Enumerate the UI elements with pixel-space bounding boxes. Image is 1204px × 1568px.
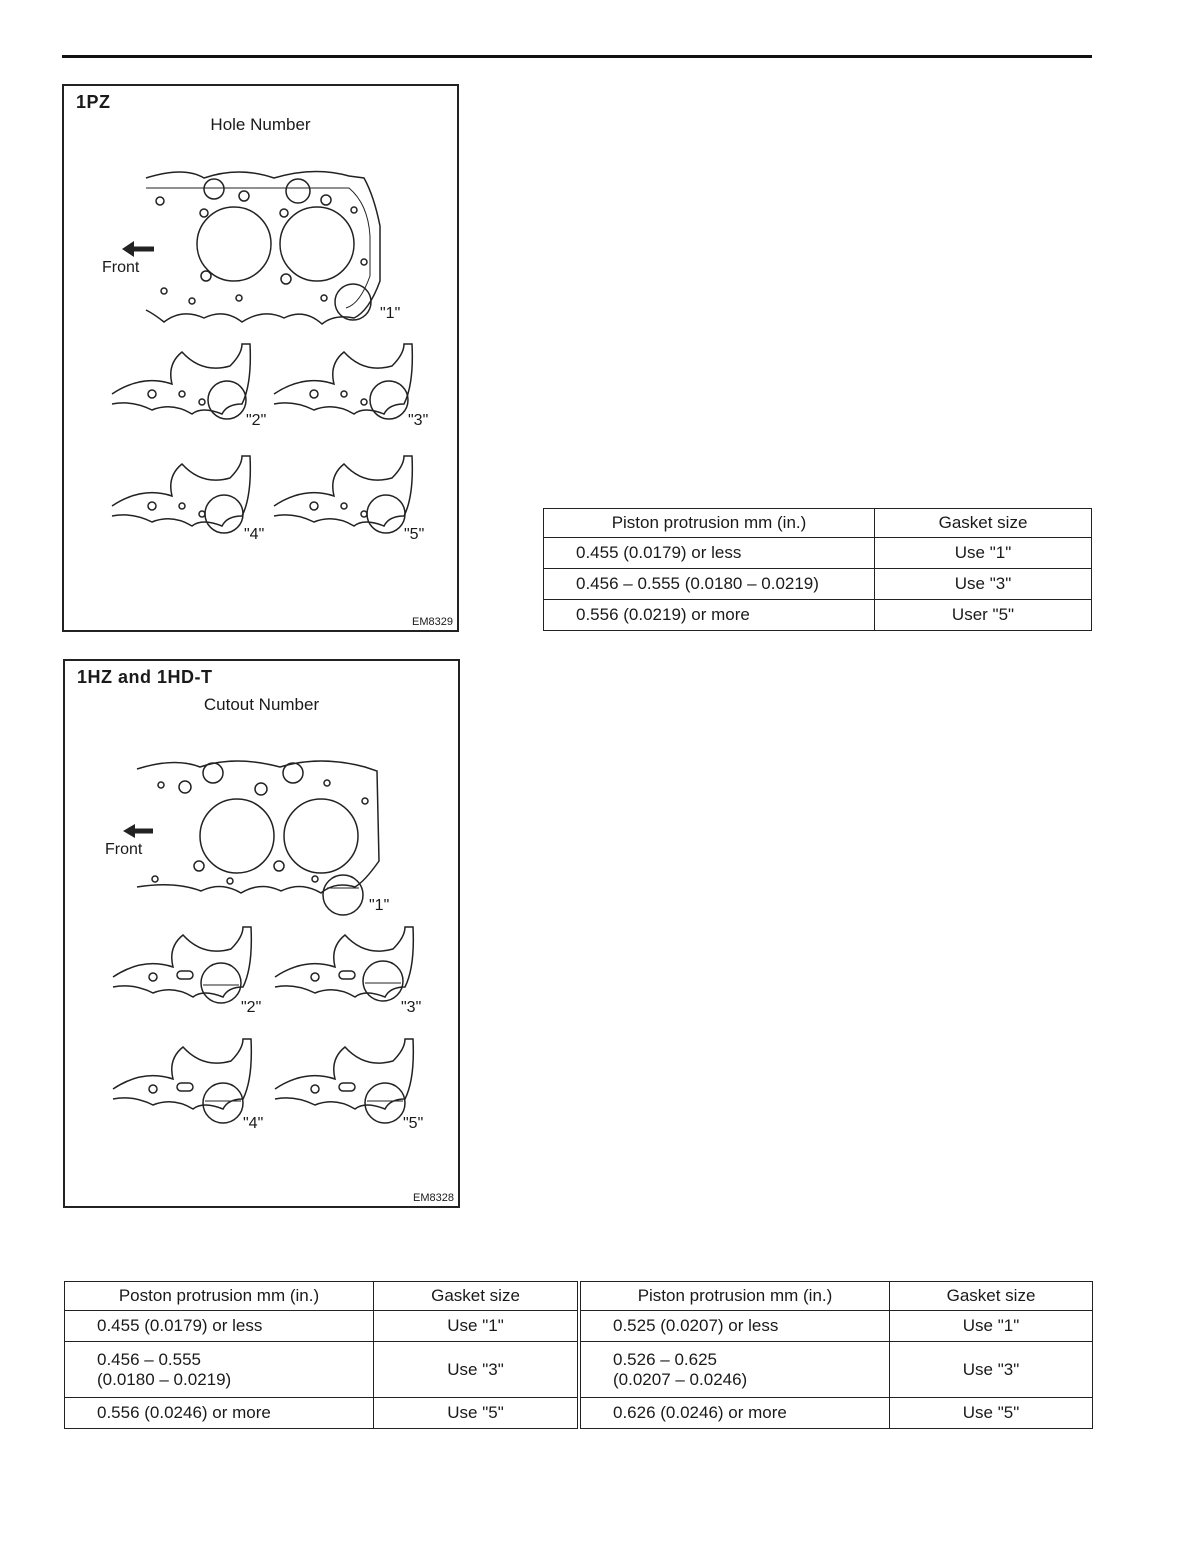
figure-code: EM8329 [412, 616, 453, 628]
cell-protrusion: 0.556 (0.0219) or more [544, 600, 875, 631]
cell-gasket: Use "3" [890, 1342, 1093, 1398]
cell-protrusion: 0.455 (0.0179) or less [544, 538, 875, 569]
cell-gasket: Use "1" [374, 1311, 580, 1342]
gasket-diagram-1pz [64, 86, 461, 634]
callout-3: "3" [408, 412, 429, 429]
cell-protrusion-line: 0.526 – 0.625 [613, 1349, 717, 1369]
protrusion-table-1hz-1hdt [64, 1281, 1093, 1429]
cell-protrusion: 0.456 – 0.555 (0.0180 – 0.0219) [544, 569, 875, 600]
figure-subtitle: Cutout Number [203, 695, 320, 714]
cell-protrusion-line: (0.0207 – 0.0246) [613, 1369, 748, 1389]
figure-1pz-panel [62, 84, 459, 632]
cell-protrusion: 0.455 (0.0179) or less [65, 1311, 374, 1342]
figure-code: EM8328 [413, 1192, 454, 1204]
figure-title: 1PZ [76, 92, 111, 112]
cell-protrusion-line: 0.456 – 0.555 [97, 1349, 201, 1369]
callout-2: "2" [241, 999, 262, 1016]
cell-protrusion [65, 1342, 374, 1398]
col-header-gasket-size: Gasket size [890, 1282, 1093, 1311]
protrusion-table-1pz [543, 508, 1092, 631]
cell-protrusion-line: (0.0180 – 0.0219) [97, 1369, 232, 1389]
cell-gasket: Use "3" [374, 1342, 580, 1398]
figure-1hz-panel [63, 659, 460, 1208]
col-header-protrusion: Piston protrusion mm (in.) [544, 509, 875, 538]
figure-title: 1HZ and 1HD-T [77, 667, 213, 687]
callout-1: "1" [380, 305, 401, 322]
cell-protrusion: 0.525 (0.0207) or less [579, 1311, 890, 1342]
cell-protrusion [579, 1342, 890, 1398]
cell-protrusion: 0.556 (0.0246) or more [65, 1398, 374, 1429]
callout-1: "1" [369, 897, 390, 914]
cell-gasket: Use "5" [890, 1398, 1093, 1429]
col-header-protrusion: Poston protrusion mm (in.) [65, 1282, 374, 1311]
col-header-gasket-size: Gasket size [374, 1282, 580, 1311]
callout-4: "4" [244, 526, 265, 543]
front-label: Front [105, 841, 143, 858]
cell-gasket: Use "3" [875, 569, 1092, 600]
callout-5: "5" [403, 1115, 424, 1132]
callout-2: "2" [246, 412, 267, 429]
cell-gasket: User "5" [875, 600, 1092, 631]
front-label: Front [102, 259, 140, 276]
col-header-protrusion: Piston protrusion mm (in.) [579, 1282, 890, 1311]
figure-subtitle: Hole Number [210, 115, 311, 134]
callout-3: "3" [401, 999, 422, 1016]
callout-4: "4" [243, 1115, 264, 1132]
cell-gasket: Use "1" [875, 538, 1092, 569]
header-rule [62, 55, 1092, 58]
col-header-gasket-size: Gasket size [875, 509, 1092, 538]
cell-gasket: Use "1" [890, 1311, 1093, 1342]
callout-5: "5" [404, 526, 425, 543]
cell-protrusion: 0.626 (0.0246) or more [579, 1398, 890, 1429]
cell-gasket: Use "5" [374, 1398, 580, 1429]
